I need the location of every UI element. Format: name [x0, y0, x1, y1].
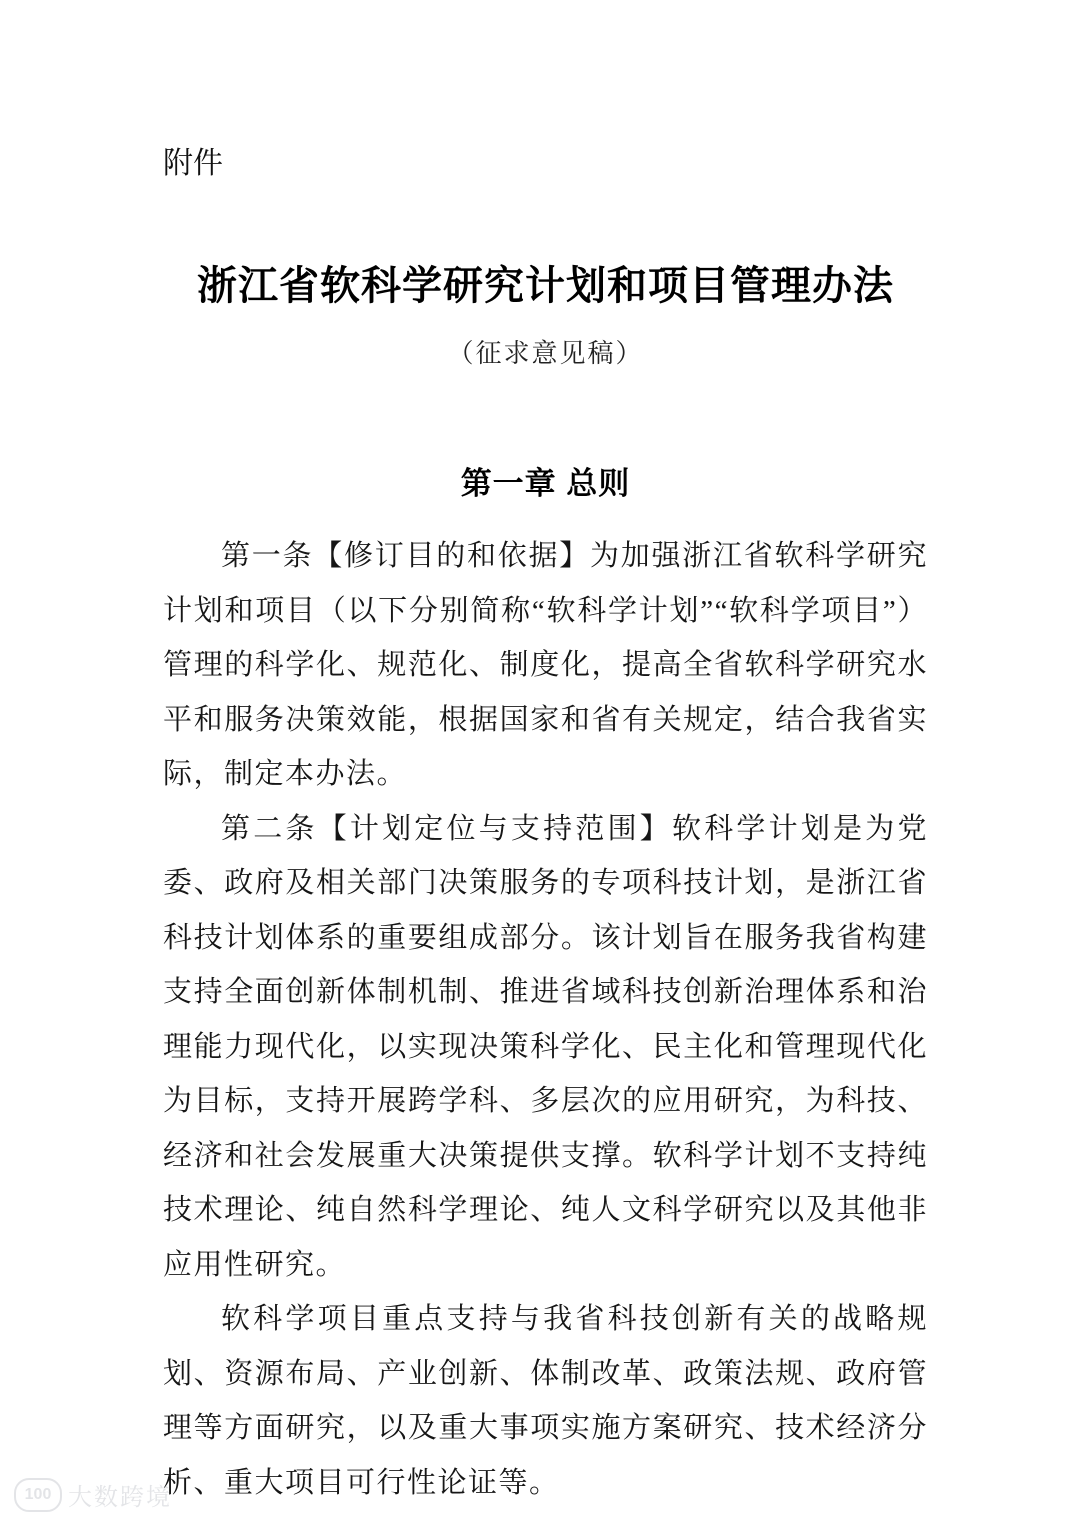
chapter-heading: 第一章 总则: [460, 466, 631, 501]
document-content: [163, 0, 928, 1510]
attachment-label: 附件: [163, 147, 223, 180]
paragraph-article-2: 第二条【计划定位与支持范围】软科学计划是为党委、政府及相关部门决策服务的专项科技计划，是浙江省科技计划体系的重要组成部分。该计划旨在服务我省构建支持全面创新体制机制、推进省域科技创新治理体系和治理能力现代化，以实现决策科学化、民主化和管理现代化为目标，支持开展跨学科、多层次的应用研究，为科技、经济和社会发展重大决策提供支撑。软科学计划不支持纯技术理论、纯自然科学理论、纯人文科学研究以及其他非应用性研究。: [163, 812, 928, 1281]
paragraph-article-2-continued: 软科学项目重点支持与我省科技创新有关的战略规划、资源布局、产业创新、体制改革、政策法规、政府管理等方面研究，以及重大事项实施方案研究、技术经济分析、重大项目可行性论证等。: [163, 1303, 928, 1499]
document-subtitle: （征求意见稿）: [447, 339, 644, 368]
paragraph-article-1: 第一条【修订目的和依据】为加强浙江省软科学研究计划和项目（以下分别简称“软科学计划”“软科学项目”）管理的科学化、规范化、制度化，提高全省软科学研究水平和服务决策效能，根据国家和省有关规定，结合我省实际，制定本办法。: [163, 540, 928, 790]
document-title: 浙江省软科学研究计划和项目管理办法: [197, 264, 894, 308]
watermark-logo-icon: 100: [14, 1478, 62, 1512]
watermark: [14, 1477, 172, 1512]
watermark-label: 大数跨境: [68, 1484, 172, 1511]
document-body: [163, 529, 928, 1510]
